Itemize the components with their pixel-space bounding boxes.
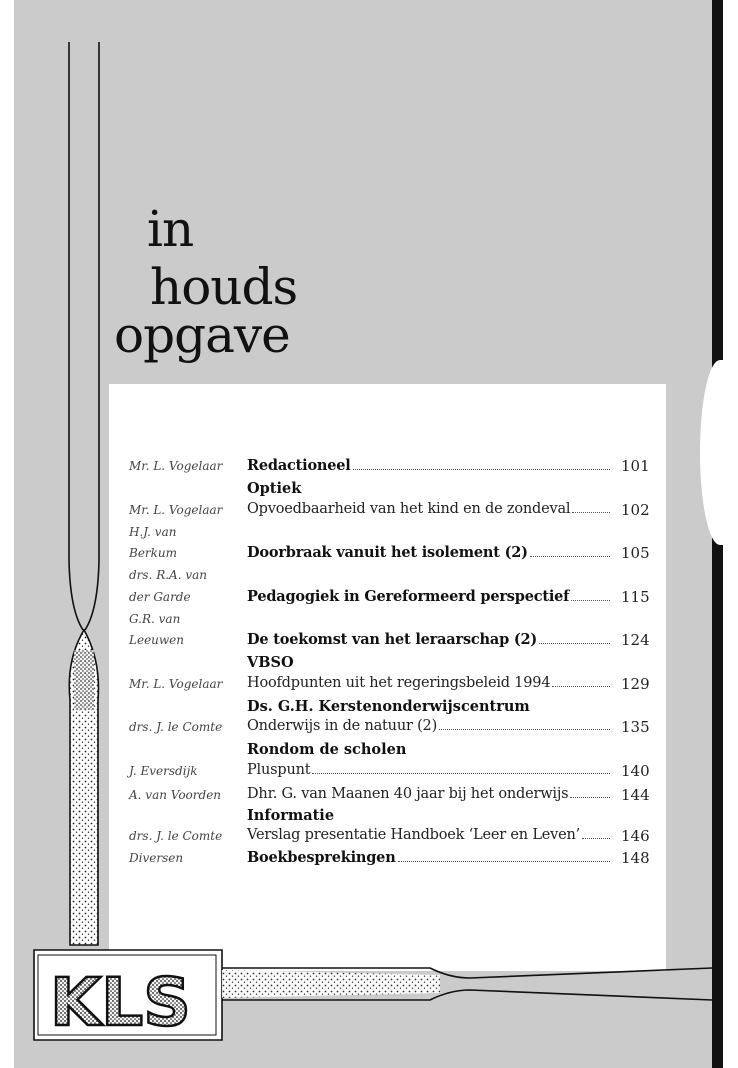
toc-author-line: drs. R.A. van bbox=[129, 568, 208, 582]
toc-author: Berkum bbox=[129, 546, 178, 560]
toc-row[interactable] bbox=[0, 631, 738, 653]
toc-page: 148 bbox=[621, 849, 650, 867]
toc-title[interactable]: Boekbesprekingen bbox=[247, 849, 396, 866]
toc-row[interactable] bbox=[0, 718, 738, 740]
toc-author: Diversen bbox=[129, 851, 184, 865]
section-heading: VBSO bbox=[247, 654, 294, 671]
toc-title[interactable]: De toekomst van het leraarschap (2) bbox=[247, 631, 538, 648]
toc-row[interactable] bbox=[0, 827, 738, 849]
toc-title[interactable]: Doorbraak vanuit het isolement (2) bbox=[247, 544, 528, 561]
toc-title[interactable]: Redactioneel bbox=[247, 457, 351, 474]
toc-page: 102 bbox=[621, 501, 650, 519]
toc-author: Mr. L. Vogelaar bbox=[129, 503, 223, 517]
toc-author: Leeuwen bbox=[129, 633, 185, 647]
toc-page: 105 bbox=[621, 544, 650, 562]
toc-page: 146 bbox=[621, 827, 650, 845]
toc-author: drs. J. le Comte bbox=[129, 720, 223, 734]
toc-row[interactable] bbox=[0, 501, 738, 523]
toc-page: 140 bbox=[621, 762, 650, 780]
toc-row[interactable] bbox=[0, 457, 738, 479]
section-heading: Ds. G.H. Kerstenonderwijscentrum bbox=[247, 698, 530, 715]
toc-author: der Garde bbox=[129, 590, 191, 604]
toc-author: Mr. L. Vogelaar bbox=[129, 459, 223, 473]
title-line-1: in bbox=[147, 200, 194, 258]
toc-title[interactable]: Dhr. G. van Maanen 40 jaar bij het onderwijs bbox=[247, 786, 569, 802]
toc-title[interactable]: Opvoedbaarheid van het kind en de zondeval bbox=[247, 501, 571, 517]
toc-page: 129 bbox=[621, 675, 650, 693]
toc-author: Mr. L. Vogelaar bbox=[129, 677, 223, 691]
toc-title[interactable]: Onderwijs in de natuur (2) bbox=[247, 718, 438, 734]
toc-page: 144 bbox=[621, 786, 650, 804]
toc-row[interactable] bbox=[0, 544, 738, 566]
toc-row[interactable] bbox=[0, 675, 738, 697]
toc-author: A. van Voorden bbox=[129, 788, 222, 802]
title-line-2: houds bbox=[150, 258, 298, 316]
toc-author-line: H.J. van bbox=[129, 525, 177, 539]
toc-author: drs. J. le Comte bbox=[129, 829, 223, 843]
toc-author: J. Eversdijk bbox=[129, 764, 198, 778]
toc-page: 124 bbox=[621, 631, 650, 649]
toc-row[interactable] bbox=[0, 786, 738, 808]
toc-title[interactable]: Pluspunt bbox=[247, 762, 311, 778]
section-heading: Rondom de scholen bbox=[247, 741, 407, 758]
toc-row[interactable] bbox=[0, 762, 738, 784]
toc-title[interactable]: Pedagogiek in Gereformeerd perspectief bbox=[247, 588, 570, 605]
logo-text: KLS bbox=[50, 964, 191, 1041]
toc-row[interactable] bbox=[0, 849, 738, 871]
toc-author-line: G.R. van bbox=[129, 612, 181, 626]
toc-page: 101 bbox=[621, 457, 650, 475]
toc-page: 135 bbox=[621, 718, 650, 736]
toc-row[interactable] bbox=[0, 588, 738, 610]
title-line-3: opgave bbox=[114, 306, 290, 364]
toc-page: 115 bbox=[621, 588, 650, 606]
toc-title[interactable]: Verslag presentatie Handboek ‘Leer en Leven’ bbox=[247, 827, 581, 843]
toc-title[interactable]: Hoofdpunten uit het regeringsbeleid 1994 bbox=[247, 675, 551, 691]
section-heading: Optiek bbox=[247, 480, 302, 497]
section-heading: Informatie bbox=[247, 807, 335, 824]
